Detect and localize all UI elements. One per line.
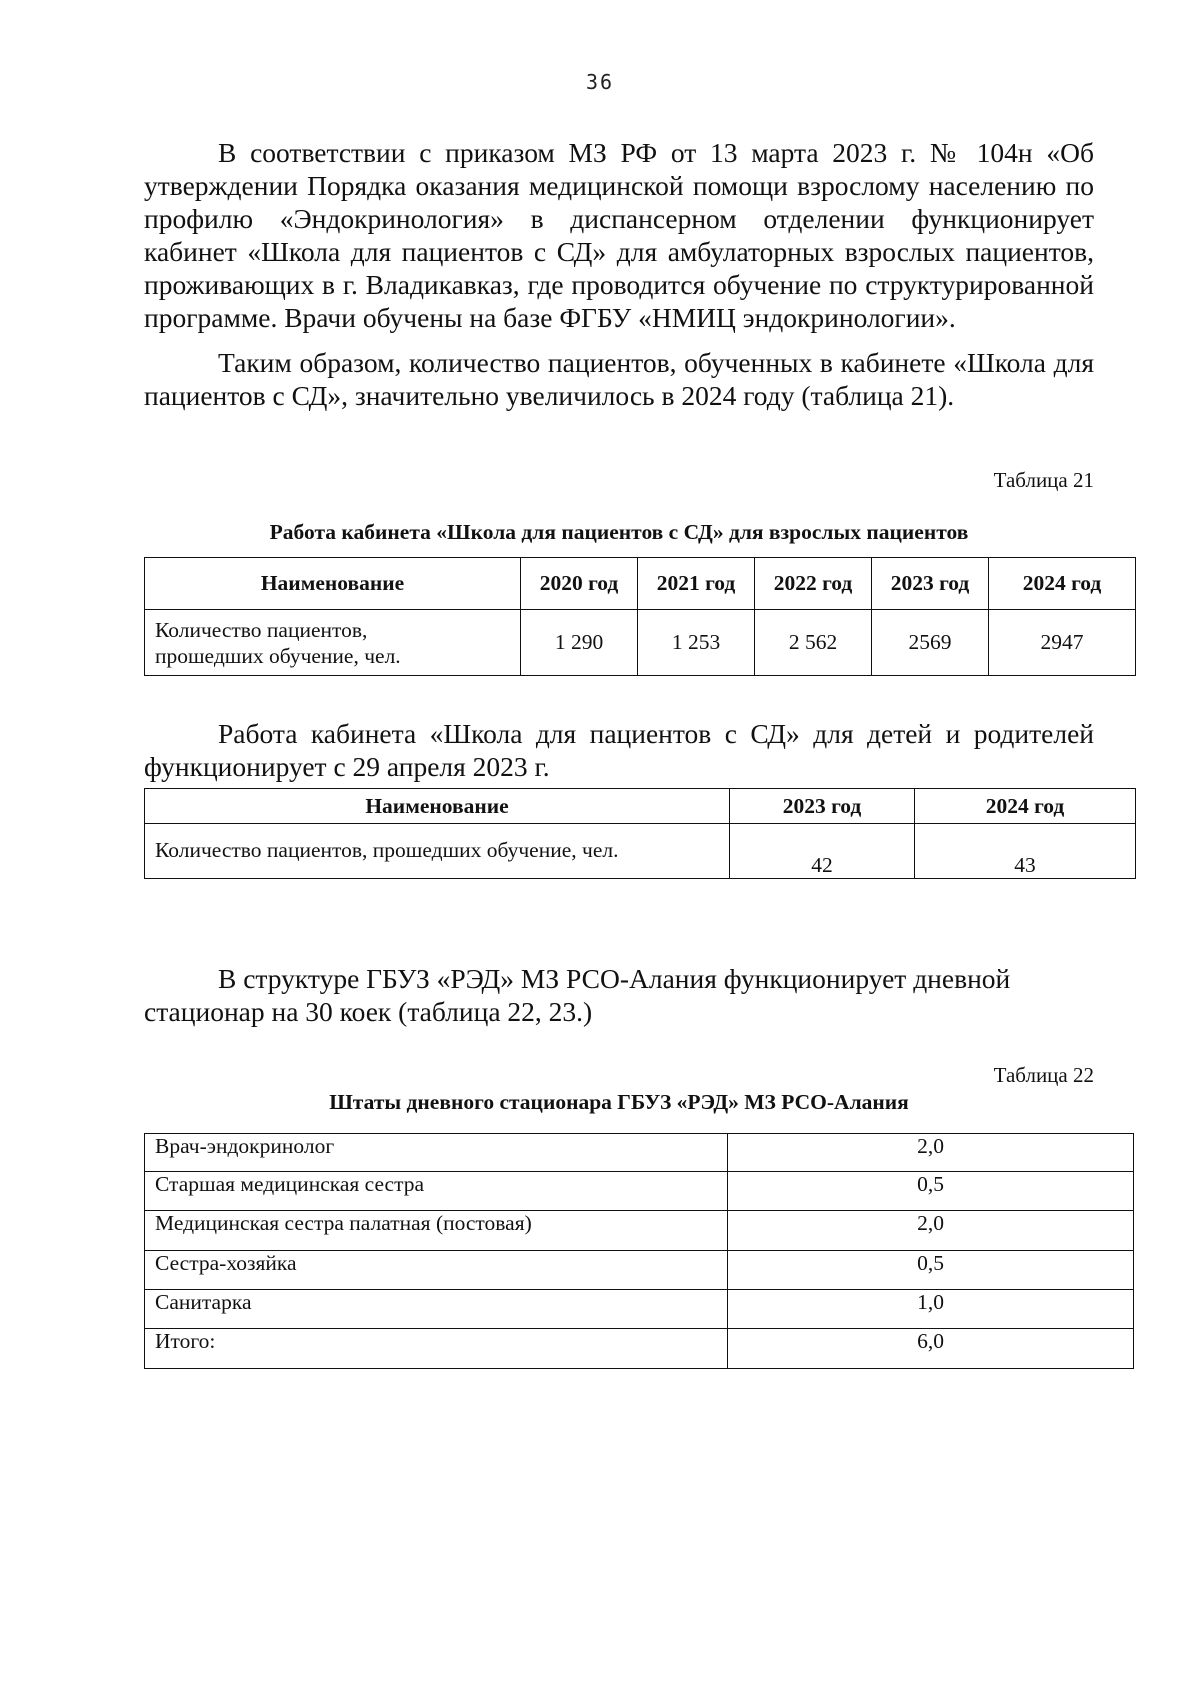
table-children-header: Наименование (145, 789, 730, 824)
table21-header: 2020 год (521, 558, 638, 610)
table22-position: Итого: (145, 1329, 728, 1369)
table22-position: Врач-эндокринолог (145, 1134, 728, 1172)
table21-header-row (145, 558, 1136, 610)
table-row (145, 1329, 1134, 1369)
table-children-header: 2024 год (915, 789, 1136, 824)
table22-position: Санитарка (145, 1290, 728, 1329)
table21-cell-2023: 2569 (872, 610, 989, 676)
table-children-header-row (145, 789, 1136, 824)
page-number: 36 (585, 70, 615, 94)
table22-value: 2,0 (728, 1134, 1134, 1172)
table21-cell-2022: 2 562 (755, 610, 872, 676)
table21-cell-2020: 1 290 (521, 610, 638, 676)
table22-label: Таблица 22 (993, 1063, 1094, 1087)
table-row (145, 1290, 1134, 1329)
paragraph-children-school: Работа кабинета «Школа для пациентов с СД» для детей и родителей функционирует с 29 апреля 2023 г. (144, 718, 1094, 782)
paragraph-line: В структуре ГБУЗ «РЭД» МЗ РСО-Алания функционирует дневной (218, 963, 1011, 994)
table-children (144, 788, 1136, 879)
table21-row-label-line: прошедших обучение, чел. (155, 643, 401, 668)
paragraph-day-hospital (144, 962, 1094, 1028)
table22-value: 0,5 (728, 1251, 1134, 1290)
table-row (145, 824, 1136, 879)
table22 (144, 1133, 1134, 1369)
paragraph-patients-increase: Таким образом, количество пациентов, обученных в кабинете «Школа для пациентов с СД», значительно увеличилось в 2024 году (таблица 21). (144, 347, 1094, 411)
table22-value: 2,0 (728, 1211, 1134, 1251)
table21-row-label-line: Количество пациентов, (155, 617, 368, 642)
table21-cell-2024: 2947 (989, 610, 1136, 676)
table-children-row-label: Количество пациентов, прошедших обучение, чел. (145, 824, 730, 879)
table22-value: 1,0 (728, 1290, 1134, 1329)
table22-position: Сестра-хозяйка (145, 1251, 728, 1290)
table-row (145, 610, 1136, 676)
table21-row-label (145, 610, 521, 676)
table21-title: Работа кабинета «Школа для пациентов с СД» для взрослых пациентов (269, 520, 969, 544)
table22-position: Старшая медицинская сестра (145, 1172, 728, 1211)
table-children-cell-2023: 42 (730, 824, 915, 879)
table22-position: Медицинская сестра палатная (постовая) (145, 1211, 728, 1251)
table21-header: 2023 год (872, 558, 989, 610)
table-children-header: 2023 год (730, 789, 915, 824)
table21-label: Таблица 21 (993, 468, 1094, 492)
table21-cell-2021: 1 253 (638, 610, 755, 676)
table-row (145, 1251, 1134, 1290)
table22-value: 0,5 (728, 1172, 1134, 1211)
paragraph-line: стационар на 30 коек (таблица 22, 23.) (144, 996, 593, 1027)
table-row (145, 1172, 1134, 1211)
table-row (145, 1134, 1134, 1172)
table21 (144, 557, 1136, 676)
table-children-cell-2024: 43 (915, 824, 1136, 879)
table21-header: 2021 год (638, 558, 755, 610)
table-row (145, 1211, 1134, 1251)
table22-value: 6,0 (728, 1329, 1134, 1369)
table21-header: 2022 год (755, 558, 872, 610)
paragraph-order-104n: В соответствии с приказом МЗ РФ от 13 марта 2023 г. № 104н «Об утверждении Порядка оказания медицинской помощи взрослому населению по профилю «Эндокринология» в диспансерном отделении функционирует кабинет «Школа для пациентов с СД» для амбулаторных взрослых пациентов, проживающих в г. Владикавказ, где проводится обучение по структурированной программе. Врачи обучены на базе ФГБУ «НМИЦ эндокринологии». (144, 137, 1094, 333)
table21-header: 2024 год (989, 558, 1136, 610)
table22-title: Штаты дневного стационара ГБУЗ «РЭД» МЗ РСО-Алания (329, 1090, 909, 1114)
table21-header: Наименование (145, 558, 521, 610)
